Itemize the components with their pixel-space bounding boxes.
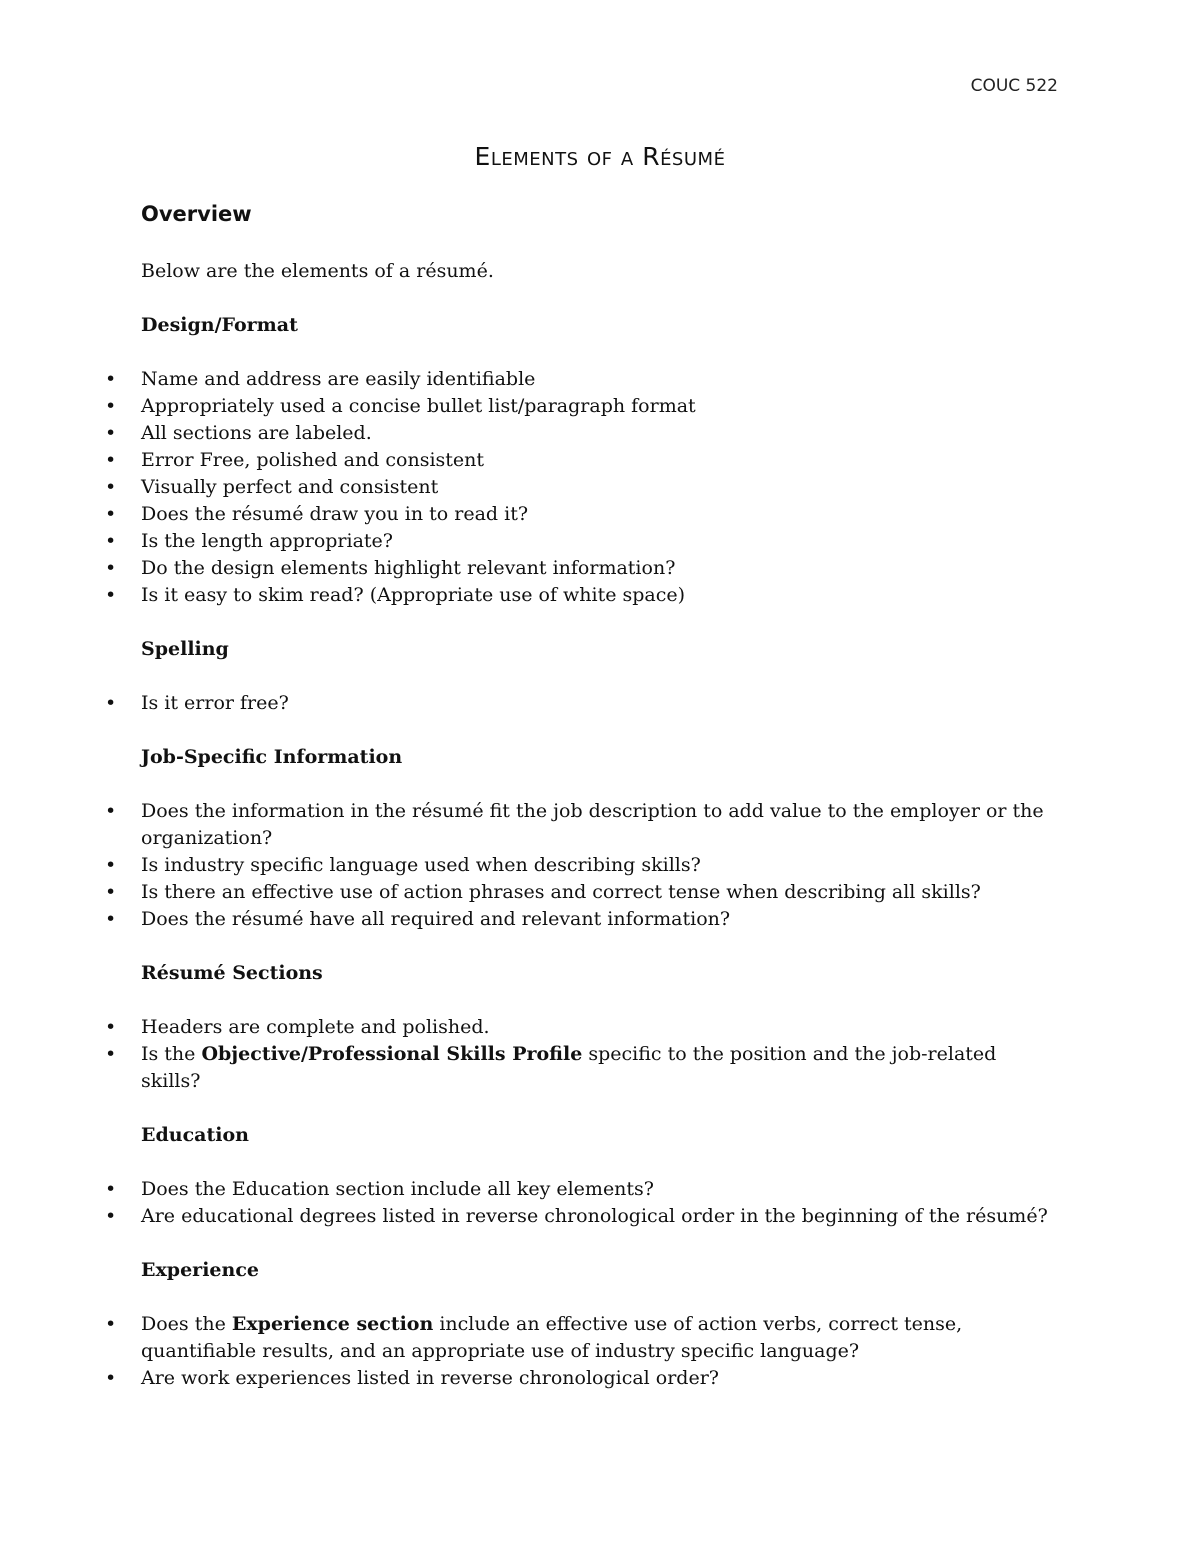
resume-sections-list	[105, 1014, 1061, 1095]
bullet-icon: •	[105, 476, 117, 498]
bullet-icon: •	[105, 1043, 117, 1065]
list-item: • Is the Objective/Professional Skills Profile specific to the position and the job-related skills?	[105, 1043, 997, 1092]
bullet-icon: •	[105, 1016, 117, 1038]
bullet-icon: •	[105, 692, 117, 714]
list-item: • All sections are labeled.	[141, 420, 1061, 447]
list-item: • Name and address are easily identifiable	[141, 366, 1061, 393]
overview-heading: Overview	[141, 202, 252, 226]
emphasis-text: Objective/Professional Skills Profile	[201, 1043, 583, 1065]
list-item: • Are educational degrees listed in reverse chronological order in the beginning of the résumé?	[141, 1203, 1061, 1230]
list-item: • Does the résumé have all required and relevant information?	[141, 906, 1061, 933]
experience-list	[105, 1311, 1061, 1392]
bullet-icon: •	[105, 1178, 117, 1200]
experience-heading: Experience	[141, 1259, 259, 1281]
job-specific-list	[105, 798, 1061, 933]
list-item: • Is it easy to skim read? (Appropriate use of white space)	[141, 582, 1061, 609]
list-item: • Is it error free?	[141, 690, 1061, 717]
list-item: • Does the résumé draw you in to read it?	[141, 501, 1061, 528]
bullet-icon: •	[105, 395, 117, 417]
list-item: • Does the Education section include all key elements?	[141, 1176, 1061, 1203]
education-list	[105, 1176, 1061, 1230]
list-item: • Error Free, polished and consistent	[141, 447, 1061, 474]
list-item: • Do the design elements highlight relevant information?	[141, 555, 1061, 582]
document-body	[105, 200, 1061, 1419]
spelling-list	[105, 690, 1061, 717]
list-item: • Are work experiences listed in reverse chronological order?	[141, 1365, 1061, 1392]
list-item: • Appropriately used a concise bullet list/paragraph format	[141, 393, 1061, 420]
design-format-heading: Design/Format	[141, 314, 298, 336]
bullet-icon: •	[105, 368, 117, 390]
education-heading: Education	[141, 1124, 249, 1146]
bullet-icon: •	[105, 854, 117, 876]
course-code: COUC 522	[970, 76, 1058, 96]
bullet-icon: •	[105, 584, 117, 606]
job-specific-heading: Job-Specific Information	[141, 746, 403, 768]
bullet-icon: •	[105, 1313, 117, 1335]
list-item: • Is the length appropriate?	[141, 528, 1061, 555]
bullet-icon: •	[105, 800, 117, 822]
bullet-icon: •	[105, 530, 117, 552]
bullet-icon: •	[105, 908, 117, 930]
bullet-icon: •	[105, 881, 117, 903]
bullet-icon: •	[105, 503, 117, 525]
list-item: • Does the information in the résumé fit the job description to add value to the employer or the organization?	[105, 800, 1044, 849]
document-title: Elements of a Résumé	[474, 142, 726, 171]
bullet-icon: •	[105, 557, 117, 579]
emphasis-text: Experience section	[231, 1313, 434, 1335]
spelling-heading: Spelling	[141, 638, 229, 660]
list-item: • Does the Experience section include an effective use of action verbs, correct tense, quantifiable results, and an appropriate use of industry specific language?	[105, 1313, 963, 1362]
bullet-icon: •	[105, 449, 117, 471]
bullet-icon: •	[105, 422, 117, 444]
design-format-list	[105, 366, 1061, 609]
list-item: • Headers are complete and polished.	[141, 1014, 1061, 1041]
overview-intro: Below are the elements of a résumé.	[141, 260, 494, 282]
list-item: • Is industry specific language used when describing skills?	[141, 852, 1061, 879]
resume-sections-heading: Résumé Sections	[141, 962, 323, 984]
list-item: • Is there an effective use of action phrases and correct tense when describing all skills?	[141, 879, 1061, 906]
list-item: • Visually perfect and consistent	[141, 474, 1061, 501]
bullet-icon: •	[105, 1367, 117, 1389]
bullet-icon: •	[105, 1205, 117, 1227]
